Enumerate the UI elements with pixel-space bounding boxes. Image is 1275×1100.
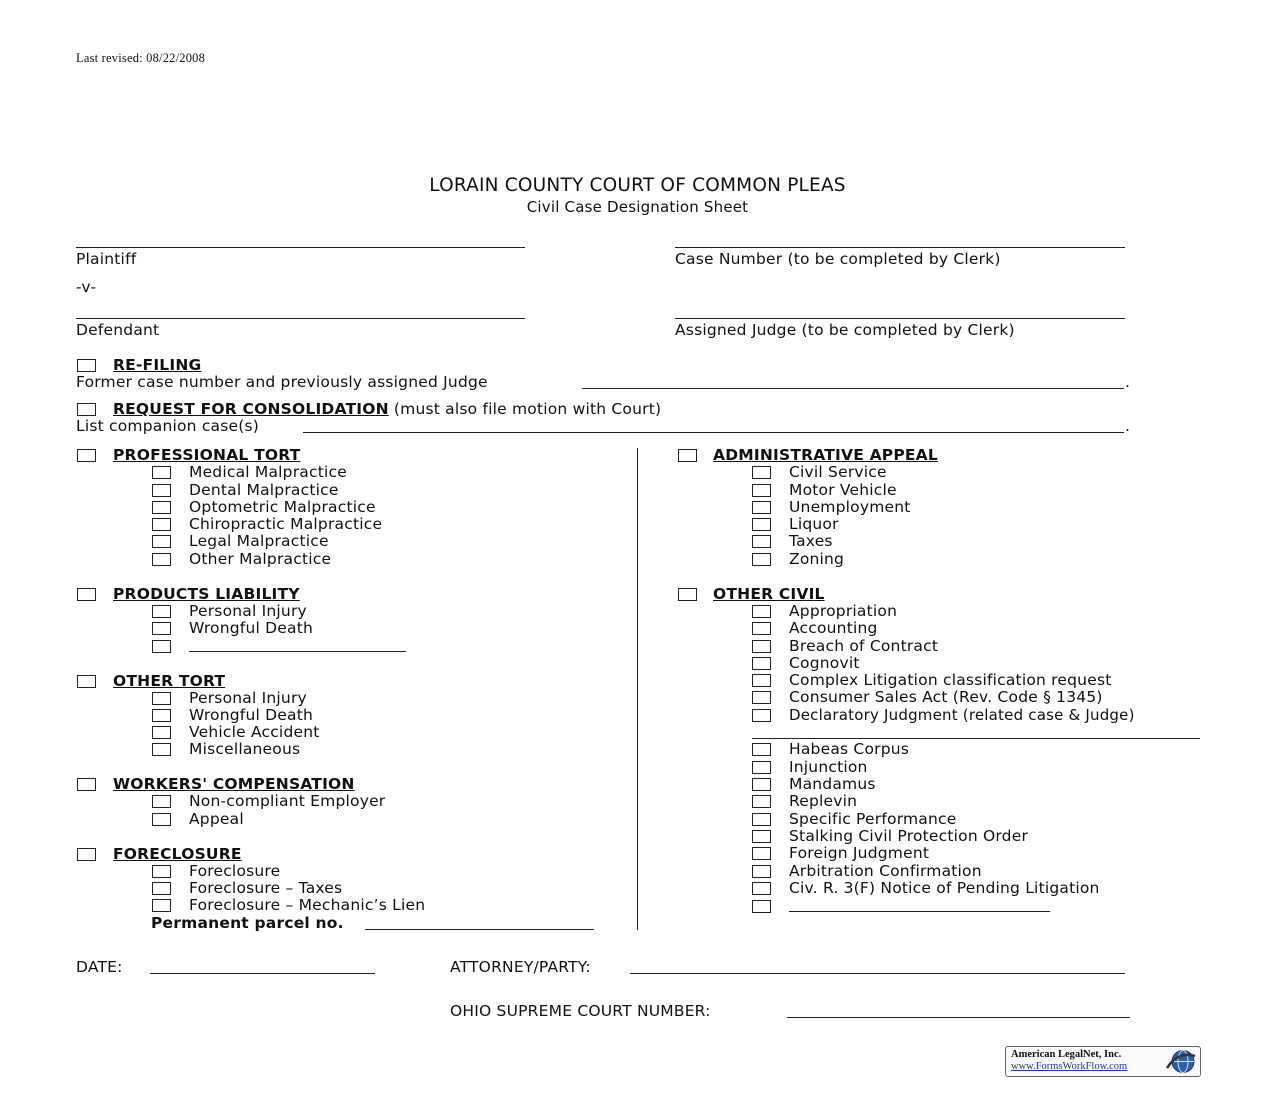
consolidation-row xyxy=(113,400,661,418)
globe-icon xyxy=(1164,1048,1198,1075)
cognovit-checkbox[interactable] xyxy=(752,657,771,670)
foreclosure-heading: FORECLOSURE xyxy=(113,845,242,863)
attorney-line[interactable] xyxy=(630,973,1125,974)
habeas-corpus-checkbox[interactable] xyxy=(752,743,771,756)
complex-litigation-checkbox[interactable] xyxy=(752,674,771,687)
other-tort-heading: OTHER TORT xyxy=(113,672,226,690)
products-liability-heading: PRODUCTS LIABILITY xyxy=(113,585,300,603)
ot-wrongful-death-label: Wrongful Death xyxy=(189,706,313,724)
former-case-period: . xyxy=(1125,373,1131,391)
consumer-sales-act-label: Consumer Sales Act (Rev. Code § 1345) xyxy=(789,688,1103,706)
optometric-malpractice-label: Optometric Malpractice xyxy=(189,498,376,516)
logo-company: American LegalNet, Inc. xyxy=(1011,1049,1122,1060)
professional-tort-heading: PROFESSIONAL TORT xyxy=(113,446,301,464)
companion-cases-line[interactable] xyxy=(303,432,1124,433)
companion-cases-label: List companion case(s) xyxy=(76,417,260,435)
attorney-label: ATTORNEY/PARTY: xyxy=(450,958,591,976)
date-line[interactable] xyxy=(150,973,375,974)
legal-malpractice-checkbox[interactable] xyxy=(152,535,171,548)
pl-other-checkbox[interactable] xyxy=(152,640,171,653)
civ-r-3f-checkbox[interactable] xyxy=(752,882,771,895)
other-civil-heading: OTHER CIVIL xyxy=(713,585,825,603)
pl-other-line[interactable] xyxy=(189,651,406,652)
specific-performance-checkbox[interactable] xyxy=(752,813,771,826)
assigned-judge-line[interactable] xyxy=(675,318,1125,319)
assigned-judge-label: Assigned Judge (to be completed by Clerk) xyxy=(675,321,1015,339)
fc-foreclosure-checkbox[interactable] xyxy=(152,865,171,878)
optometric-malpractice-checkbox[interactable] xyxy=(152,501,171,514)
specific-performance-label: Specific Performance xyxy=(789,810,957,828)
admin-appeal-heading: ADMINISTRATIVE APPEAL xyxy=(713,446,938,464)
habeas-corpus-label: Habeas Corpus xyxy=(789,740,910,758)
versus-label: -v- xyxy=(76,278,97,296)
refiling-heading: RE-FILING xyxy=(113,356,202,374)
replevin-label: Replevin xyxy=(789,792,858,810)
cognovit-label: Cognovit xyxy=(789,654,860,672)
admin-appeal-checkbox[interactable] xyxy=(678,449,697,462)
unemployment-label: Unemployment xyxy=(789,498,911,516)
foreclosure-checkbox[interactable] xyxy=(77,848,96,861)
breach-of-contract-label: Breach of Contract xyxy=(789,637,939,655)
supreme-court-label: OHIO SUPREME COURT NUMBER: xyxy=(450,1002,711,1020)
arbitration-confirmation-label: Arbitration Confirmation xyxy=(789,862,982,880)
ot-vehicle-accident-label: Vehicle Accident xyxy=(189,723,320,741)
unemployment-checkbox[interactable] xyxy=(752,501,771,514)
chiropractic-malpractice-checkbox[interactable] xyxy=(152,518,171,531)
foreign-judgment-checkbox[interactable] xyxy=(752,847,771,860)
appropriation-checkbox[interactable] xyxy=(752,605,771,618)
accounting-checkbox[interactable] xyxy=(752,622,771,635)
companion-cases-period: . xyxy=(1125,417,1131,435)
fc-mechanics-lien-label: Foreclosure – Mechanic’s Lien xyxy=(189,896,426,914)
defendant-label: Defendant xyxy=(76,321,160,339)
fc-foreclosure-label: Foreclosure xyxy=(189,862,281,880)
medical-malpractice-label: Medical Malpractice xyxy=(189,463,347,481)
consolidation-heading: REQUEST FOR CONSOLIDATION xyxy=(113,400,389,418)
motor-vehicle-label: Motor Vehicle xyxy=(789,481,897,499)
non-compliant-employer-label: Non-compliant Employer xyxy=(189,792,386,810)
column-divider xyxy=(637,448,638,930)
consumer-sales-act-checkbox[interactable] xyxy=(752,691,771,704)
last-revised: Last revised: 08/22/2008 xyxy=(76,51,206,65)
foreign-judgment-label: Foreign Judgment xyxy=(789,844,930,862)
declaratory-judgment-label: Declaratory Judgment (related case & Judge) xyxy=(789,706,1135,724)
breach-of-contract-checkbox[interactable] xyxy=(752,640,771,653)
accounting-label: Accounting xyxy=(789,619,878,637)
mandamus-label: Mandamus xyxy=(789,775,876,793)
zoning-checkbox[interactable] xyxy=(752,553,771,566)
mandamus-checkbox[interactable] xyxy=(752,778,771,791)
ot-miscellaneous-checkbox[interactable] xyxy=(152,743,171,756)
plaintiff-label: Plaintiff xyxy=(76,250,137,268)
products-liability-checkbox[interactable] xyxy=(77,588,96,601)
professional-tort-checkbox[interactable] xyxy=(77,449,96,462)
former-case-label: Former case number and previously assigned Judge xyxy=(76,373,488,391)
complex-litigation-label: Complex Litigation classification request xyxy=(789,671,1112,689)
case-number-line[interactable] xyxy=(675,247,1125,248)
injunction-label: Injunction xyxy=(789,758,868,776)
page-subtitle: Civil Case Designation Sheet xyxy=(526,198,749,216)
aa-taxes-label: Taxes xyxy=(789,532,833,550)
stalking-protection-checkbox[interactable] xyxy=(752,830,771,843)
pl-personal-injury-checkbox[interactable] xyxy=(152,605,171,618)
liquor-label: Liquor xyxy=(789,515,839,533)
parcel-line[interactable] xyxy=(365,929,594,930)
legalnet-logo[interactable] xyxy=(1005,1046,1201,1077)
motor-vehicle-checkbox[interactable] xyxy=(752,484,771,497)
case-number-label: Case Number (to be completed by Clerk) xyxy=(675,250,1001,268)
supreme-court-line[interactable] xyxy=(787,1017,1130,1018)
dental-malpractice-label: Dental Malpractice xyxy=(189,481,339,499)
wc-appeal-checkbox[interactable] xyxy=(152,813,171,826)
fc-taxes-label: Foreclosure – Taxes xyxy=(189,879,343,897)
non-compliant-employer-checkbox[interactable] xyxy=(152,795,171,808)
oc-other-checkbox[interactable] xyxy=(752,900,771,913)
logo-url[interactable]: www.FormsWorkFlow.com xyxy=(1011,1061,1128,1072)
dental-malpractice-checkbox[interactable] xyxy=(152,484,171,497)
parcel-label: Permanent parcel no. xyxy=(151,914,344,932)
pl-wrongful-death-label: Wrongful Death xyxy=(189,619,313,637)
zoning-label: Zoning xyxy=(789,550,845,568)
other-malpractice-label: Other Malpractice xyxy=(189,550,332,568)
legal-malpractice-label: Legal Malpractice xyxy=(189,532,329,550)
other-tort-checkbox[interactable] xyxy=(77,675,96,688)
medical-malpractice-checkbox[interactable] xyxy=(152,466,171,479)
former-case-line[interactable] xyxy=(582,388,1124,389)
appropriation-label: Appropriation xyxy=(789,602,898,620)
ot-personal-injury-label: Personal Injury xyxy=(189,689,307,707)
chiropractic-malpractice-label: Chiropractic Malpractice xyxy=(189,515,383,533)
defendant-line[interactable] xyxy=(76,318,525,319)
declaratory-judgment-checkbox[interactable] xyxy=(752,709,771,722)
civil-service-label: Civil Service xyxy=(789,463,887,481)
pl-wrongful-death-checkbox[interactable] xyxy=(152,622,171,635)
injunction-checkbox[interactable] xyxy=(752,761,771,774)
consolidation-note: (must also file motion with Court) xyxy=(393,400,662,418)
page-title: LORAIN COUNTY COURT OF COMMON PLEAS xyxy=(429,175,846,196)
ot-personal-injury-checkbox[interactable] xyxy=(152,692,171,705)
liquor-checkbox[interactable] xyxy=(752,518,771,531)
workers-comp-heading: WORKERS' COMPENSATION xyxy=(113,775,355,793)
other-civil-checkbox[interactable] xyxy=(678,588,697,601)
oc-other-line[interactable] xyxy=(789,911,1050,912)
date-label: DATE: xyxy=(76,958,123,976)
workers-comp-checkbox[interactable] xyxy=(77,778,96,791)
aa-taxes-checkbox[interactable] xyxy=(752,535,771,548)
replevin-checkbox[interactable] xyxy=(752,795,771,808)
declaratory-judgment-line[interactable] xyxy=(752,738,1200,739)
fc-mechanics-lien-checkbox[interactable] xyxy=(152,899,171,912)
other-malpractice-checkbox[interactable] xyxy=(152,553,171,566)
plaintiff-line[interactable] xyxy=(76,247,525,248)
consolidation-checkbox[interactable] xyxy=(77,403,96,416)
civ-r-3f-label: Civ. R. 3(F) Notice of Pending Litigation xyxy=(789,879,1100,897)
ot-wrongful-death-checkbox[interactable] xyxy=(152,709,171,722)
pl-personal-injury-label: Personal Injury xyxy=(189,602,307,620)
arbitration-confirmation-checkbox[interactable] xyxy=(752,865,771,878)
ot-miscellaneous-label: Miscellaneous xyxy=(189,740,301,758)
civil-service-checkbox[interactable] xyxy=(752,466,771,479)
ot-vehicle-accident-checkbox[interactable] xyxy=(152,726,171,739)
wc-appeal-label: Appeal xyxy=(189,810,244,828)
stalking-protection-label: Stalking Civil Protection Order xyxy=(789,827,1029,845)
fc-taxes-checkbox[interactable] xyxy=(152,882,171,895)
refiling-checkbox[interactable] xyxy=(77,359,96,372)
